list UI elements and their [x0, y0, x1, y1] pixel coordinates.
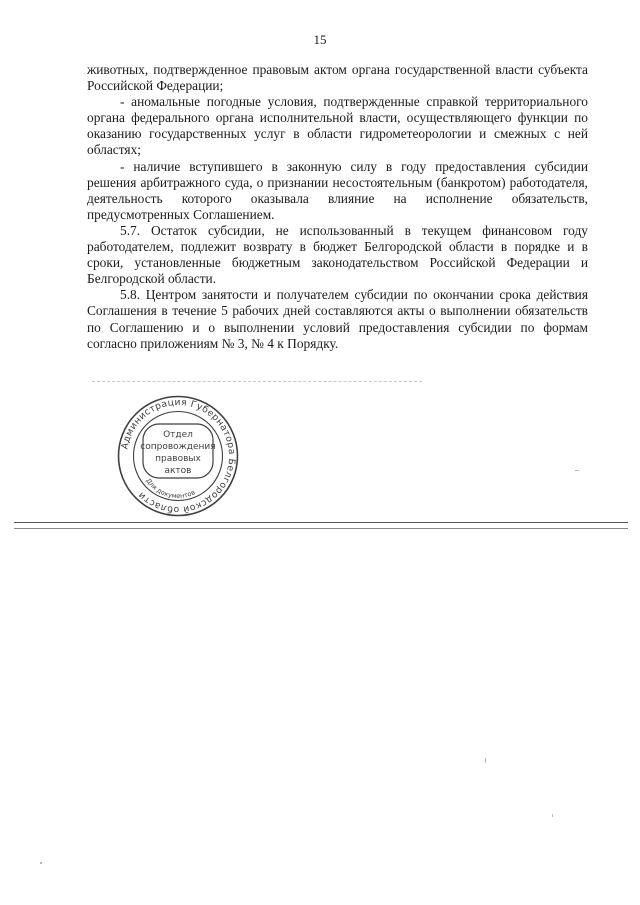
stamp-line-2: сопровождения: [140, 442, 216, 452]
scan-dash-line: [92, 381, 422, 382]
paragraph-1: животных, подтвержденное правовым актом органа государственной власти субъекта Российской Федерации;: [87, 62, 588, 94]
scan-speck: [552, 814, 553, 817]
stamp-inner-text: Для документов: [144, 476, 197, 501]
stamp-line-1: Отдел: [163, 430, 193, 440]
stamp-outer-text: Администрация Губернатора Белгородской области: [119, 396, 238, 516]
official-stamp: [116, 394, 240, 518]
paragraph-5: 5.8. Центром занятости и получателем субсидии по окончании срока действия Соглашения в течение 5 рабочих дней составляются акты о выполнении обязательств по Соглашению и о выполнении условий предоставления субсидии по формам согласно приложениям № 3, № 4 к Порядку.: [87, 287, 588, 351]
scan-edge-line-1: [14, 522, 628, 523]
paragraph-3: - наличие вступившего в законную силу в году предоставления субсидии решения арбитражного суда, о признании несостоятельным (банкротом) работодателя, деятельность которого оказывала влияние на исполнение обязательств, предусмотренных Соглашением.: [87, 158, 588, 222]
stamp-line-3: правовых: [155, 454, 201, 464]
scan-speck: [485, 758, 486, 763]
paragraph-4: 5.7. Остаток субсидии, не использованный в текущем финансовом году работодателем, подлежит возврату в бюджет Белгородской области в порядке и в сроки, установленные бюджетным законодательством Российской Федерации и Белгородской области.: [87, 222, 588, 287]
scan-edge-line-2: [14, 528, 628, 529]
document-body: [87, 62, 588, 352]
stamp-seal-graphic: [116, 394, 240, 518]
paragraph-2: - аномальные погодные условия, подтвержденные справкой территориального органа федерального органа исполнительной власти, осуществляющего функции по оказанию государственных услуг в области гидрометеорологии и смежных с ней областях;: [87, 94, 588, 158]
scan-speck: [575, 470, 579, 471]
page-number: 15: [313, 32, 327, 47]
stamp-line-4: актов: [164, 466, 192, 476]
scan-speck: [40, 862, 42, 864]
